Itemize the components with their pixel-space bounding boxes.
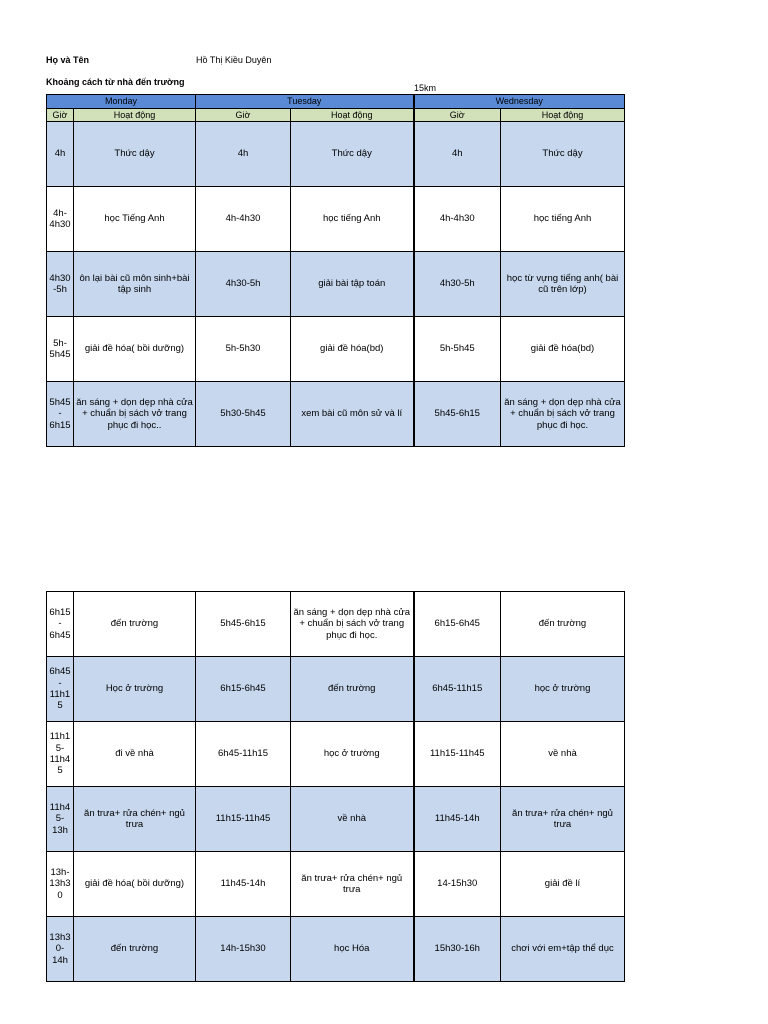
- activity-cell: giải đề hóa( bồi dưỡng): [74, 852, 196, 917]
- schedule-table-bottom: [46, 591, 625, 982]
- activity-cell: ăn trưa+ rửa chén+ ngủ trưa: [501, 787, 625, 852]
- name-label: Họ và Tên: [46, 55, 90, 65]
- time-cell: 13h- 13h3 0: [47, 852, 74, 917]
- activity-header: Hoạt động: [74, 109, 196, 122]
- activity-cell: ăn sáng + dọn dẹp nhà cửa + chuẩn bị sách vở trang phục đi học..: [74, 382, 196, 447]
- activity-cell: ăn trưa+ rửa chén+ ngủ trưa: [291, 852, 414, 917]
- time-cell: 4h30-5h: [196, 252, 291, 317]
- time-header: Giờ: [47, 109, 74, 122]
- time-cell: 4h- 4h30: [47, 187, 74, 252]
- time-cell: 4h: [196, 122, 291, 187]
- time-cell: 4h-4h30: [196, 187, 291, 252]
- activity-cell: học ở trường: [291, 722, 414, 787]
- time-cell: 5h-5h45: [414, 317, 501, 382]
- distance-value: 15km: [414, 83, 437, 93]
- activity-cell: ăn sáng + dọn dẹp nhà cửa + chuẩn bị sách vở trang phục đi học.: [291, 592, 414, 657]
- time-cell: 5h45 - 6h15: [47, 382, 74, 447]
- time-cell: 11h15-11h45: [196, 787, 291, 852]
- activity-cell: đến trường: [501, 592, 625, 657]
- activity-cell: học ở trường: [501, 657, 625, 722]
- time-cell: 4h: [47, 122, 74, 187]
- day-header-monday: Monday: [47, 95, 196, 109]
- time-cell: 13h3 0- 14h: [47, 917, 74, 982]
- time-cell: 5h- 5h45: [47, 317, 74, 382]
- activity-cell: về nhà: [501, 722, 625, 787]
- schedule-row: [47, 382, 625, 447]
- time-cell: 11h45-14h: [414, 787, 501, 852]
- activity-cell: học tiếng Anh: [291, 187, 414, 252]
- time-cell: 6h45 - 11h1 5: [47, 657, 74, 722]
- activity-cell: Học ở trường: [74, 657, 196, 722]
- activity-cell: đến trường: [291, 657, 414, 722]
- time-cell: 11h1 5- 11h4 5: [47, 722, 74, 787]
- activity-cell: ôn lại bài cũ môn sinh+bài tập sinh: [74, 252, 196, 317]
- time-cell: 15h30-16h: [414, 917, 501, 982]
- activity-cell: Thức dậy: [74, 122, 196, 187]
- schedule-table-top: [46, 94, 625, 447]
- schedule-row: [47, 187, 625, 252]
- column-header-row: [47, 109, 625, 122]
- time-cell: 4h30-5h: [414, 252, 501, 317]
- activity-cell: giải đề hóa(bd): [291, 317, 414, 382]
- time-cell: 11h4 5- 13h: [47, 787, 74, 852]
- activity-cell: Thức dậy: [291, 122, 414, 187]
- schedule-row: [47, 722, 625, 787]
- time-cell: 6h45-11h15: [196, 722, 291, 787]
- schedule-row: [47, 592, 625, 657]
- day-header-wednesday: Wednesday: [414, 95, 625, 109]
- activity-cell: đến trường: [74, 592, 196, 657]
- activity-header: Hoạt động: [291, 109, 414, 122]
- time-cell: 11h45-14h: [196, 852, 291, 917]
- time-cell: 6h45-11h15: [414, 657, 501, 722]
- time-cell: 5h-5h30: [196, 317, 291, 382]
- activity-cell: ăn sáng + dọn dẹp nhà cửa + chuẩn bị sách vở trang phục đi học.: [501, 382, 625, 447]
- time-cell: 11h15-11h45: [414, 722, 501, 787]
- activity-cell: giải đề hóa( bồi dưỡng): [74, 317, 196, 382]
- activity-cell: ăn trưa+ rửa chén+ ngủ trưa: [74, 787, 196, 852]
- time-cell: 6h15 - 6h45: [47, 592, 74, 657]
- activity-cell: đến trường: [74, 917, 196, 982]
- name-value: Hồ Thị Kiều Duyên: [196, 55, 272, 65]
- schedule-row: [47, 852, 625, 917]
- time-cell: 4h-4h30: [414, 187, 501, 252]
- time-header: Giờ: [196, 109, 291, 122]
- activity-header: Hoạt động: [501, 109, 625, 122]
- time-cell: 6h15-6h45: [414, 592, 501, 657]
- activity-cell: về nhà: [291, 787, 414, 852]
- time-cell: 14h-15h30: [196, 917, 291, 982]
- day-header-tuesday: Tuesday: [196, 95, 414, 109]
- schedule-row: [47, 657, 625, 722]
- activity-cell: chơi với em+tập thể dục: [501, 917, 625, 982]
- schedule-row: [47, 252, 625, 317]
- time-cell: 5h30-5h45: [196, 382, 291, 447]
- activity-cell: học Tiếng Anh: [74, 187, 196, 252]
- day-header-row: [47, 95, 625, 109]
- schedule-row: [47, 122, 625, 187]
- schedule-row: [47, 317, 625, 382]
- time-cell: 14-15h30: [414, 852, 501, 917]
- activity-cell: học Hóa: [291, 917, 414, 982]
- activity-cell: học tiếng Anh: [501, 187, 625, 252]
- time-cell: 5h45-6h15: [414, 382, 501, 447]
- time-cell: 4h30 -5h: [47, 252, 74, 317]
- activity-cell: Thức dậy: [501, 122, 625, 187]
- activity-cell: giải đề lí: [501, 852, 625, 917]
- time-cell: 6h15-6h45: [196, 657, 291, 722]
- activity-cell: đi về nhà: [74, 722, 196, 787]
- activity-cell: xem bài cũ môn sử và lí: [291, 382, 414, 447]
- activity-cell: giải đề hóa(bd): [501, 317, 625, 382]
- activity-cell: giải bài tập toán: [291, 252, 414, 317]
- time-header: Giờ: [414, 109, 501, 122]
- schedule-row: [47, 917, 625, 982]
- distance-label: Khoảng cách từ nhà đến trường: [46, 77, 185, 87]
- time-cell: 4h: [414, 122, 501, 187]
- activity-cell: học từ vựng tiếng anh( bài cũ trên lớp): [501, 252, 625, 317]
- time-cell: 5h45-6h15: [196, 592, 291, 657]
- schedule-row: [47, 787, 625, 852]
